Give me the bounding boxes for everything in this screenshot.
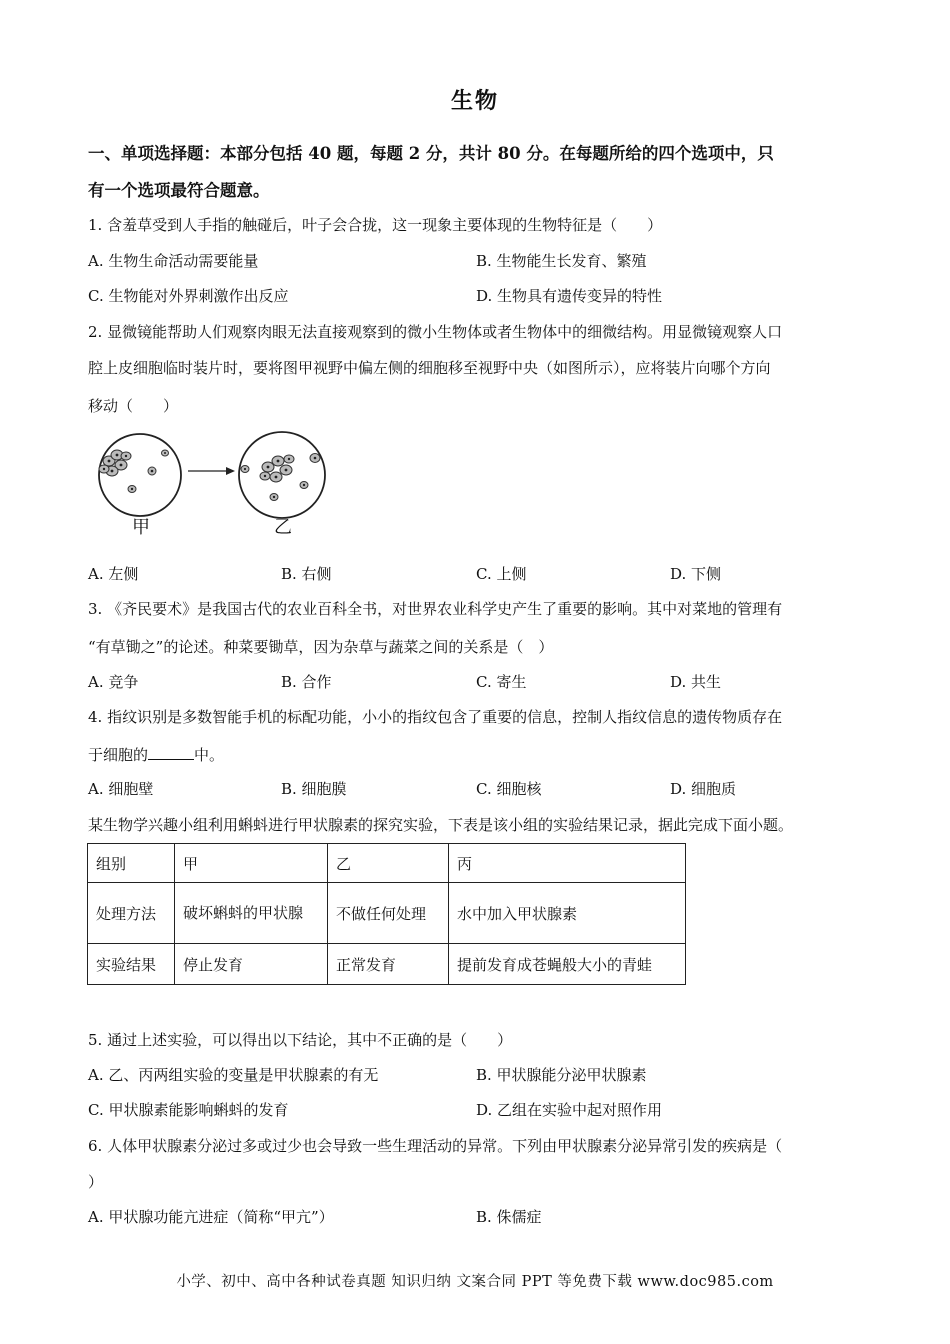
question-3-option-c: C. 寄生 bbox=[476, 673, 527, 691]
page-title: 生物 bbox=[450, 88, 499, 114]
arrow-right-icon bbox=[188, 467, 235, 475]
question-5-stem: 5. 通过上述实验，可以得出以下结论，其中不正确的是（ ） bbox=[88, 1031, 513, 1049]
table-cell: 破坏蝌蚪的甲状腺 bbox=[175, 883, 328, 944]
microscope-field-figure bbox=[90, 425, 340, 525]
table-cell: 实验结果 bbox=[88, 944, 175, 985]
table-row bbox=[88, 944, 686, 985]
table-cell: 丙 bbox=[449, 844, 686, 883]
question-2-line-2: 腔上皮细胞临时装片时，要将图甲视野中偏左侧的细胞移至视野中央（如图所示），应将装片向哪个方向 bbox=[88, 359, 771, 377]
question-3-line-1: 3. 《齐民要术》是我国古代的农业百科全书，对世界农业科学史产生了重要的影响。其中对菜地的管理有 bbox=[88, 600, 783, 618]
question-2-option-d: D. 下侧 bbox=[670, 565, 722, 583]
question-4-option-d: D. 细胞质 bbox=[670, 780, 737, 798]
fill-blank bbox=[148, 745, 194, 760]
question-3-option-d: D. 共生 bbox=[670, 673, 722, 691]
field-yi bbox=[239, 432, 325, 518]
table-cell: 甲 bbox=[175, 844, 328, 883]
figure-label-yi: 乙 bbox=[274, 517, 292, 538]
table-cell: 正常发育 bbox=[328, 944, 449, 985]
question-6-line-1: 6. 人体甲状腺素分泌过多或过少也会导致一些生理活动的异常。下列由甲状腺素分泌异常引发的疾病是（ bbox=[88, 1137, 783, 1155]
question-1-option-b: B. 生物能生长发育、繁殖 bbox=[476, 252, 647, 270]
experiment-table bbox=[87, 843, 686, 985]
section-heading-cont: 有一个选项最符合题意。 bbox=[88, 181, 270, 200]
table-cell: 停止发育 bbox=[175, 944, 328, 985]
table-cell: 处理方法 bbox=[88, 883, 175, 944]
question-5-option-d: D. 乙组在实验中起对照作用 bbox=[476, 1101, 663, 1119]
page-footer: 小学、初中、高中各种试卷真题 知识归纳 文案合同 PPT 等免费下载 www.doc985.com bbox=[176, 1274, 774, 1290]
question-2-line-3: 移动（ ） bbox=[88, 397, 179, 415]
question-6-option-b: B. 侏儒症 bbox=[476, 1208, 542, 1226]
question-1-option-a: A. 生物生命活动需要能量 bbox=[88, 252, 259, 270]
field-jia bbox=[99, 434, 181, 516]
table-cell: 乙 bbox=[328, 844, 449, 883]
question-4-line-1: 4. 指纹识别是多数智能手机的标配功能，小小的指纹包含了重要的信息，控制人指纹信息的遗传物质存在 bbox=[88, 708, 783, 726]
question-3-option-a: A. 竞争 bbox=[88, 673, 139, 691]
question-1-option-d: D. 生物具有遗传变异的特性 bbox=[476, 287, 663, 305]
question-3-line-2: “有草锄之”的论述。种菜要锄草，因为杂草与蔬菜之间的关系是（ ） bbox=[88, 638, 554, 656]
experiment-intro: 某生物学兴趣小组利用蝌蚪进行甲状腺素的探究实验，下表是该小组的实验结果记录，据此完成下面小题。 bbox=[88, 816, 794, 834]
question-4-option-b: B. 细胞膜 bbox=[281, 780, 347, 798]
question-4-option-c: C. 细胞核 bbox=[476, 780, 542, 798]
question-5-option-c: C. 甲状腺素能影响蝌蚪的发育 bbox=[88, 1101, 289, 1119]
question-4-text-post: 中。 bbox=[194, 746, 225, 764]
table-cell: 水中加入甲状腺素 bbox=[449, 883, 686, 944]
question-1-stem: 1. 含羞草受到人手指的触碰后，叶子会合拢，这一现象主要体现的生物特征是（ ） bbox=[88, 216, 663, 234]
table-cell: 提前发育成苍蝇般大小的青蛙 bbox=[449, 944, 686, 985]
question-5-option-b: B. 甲状腺能分泌甲状腺素 bbox=[476, 1066, 647, 1084]
question-2-option-c: C. 上侧 bbox=[476, 565, 527, 583]
question-6-option-a: A. 甲状腺功能亢进症（简称“甲亢”） bbox=[88, 1208, 334, 1226]
question-4-option-a: A. 细胞壁 bbox=[88, 780, 154, 798]
question-2-option-a: A. 左侧 bbox=[88, 565, 139, 583]
table-row bbox=[88, 883, 686, 944]
question-3-option-b: B. 合作 bbox=[281, 673, 332, 691]
question-2-line-1: 2. 显微镜能帮助人们观察肉眼无法直接观察到的微小生物体或者生物体中的细微结构。用显微镜观察人口 bbox=[88, 323, 783, 341]
question-5-option-a: A. 乙、丙两组实验的变量是甲状腺素的有无 bbox=[88, 1066, 379, 1084]
figure-label-jia: 甲 bbox=[132, 517, 150, 538]
table-cell: 不做任何处理 bbox=[328, 883, 449, 944]
section-heading: 一、单项选择题：本部分包括 40 题，每题 2 分，共计 80 分。在每题所给的四个选项中，只 bbox=[88, 144, 774, 163]
question-2-option-b: B. 右侧 bbox=[281, 565, 332, 583]
question-1-option-c: C. 生物能对外界刺激作出反应 bbox=[88, 287, 289, 305]
table-cell: 组别 bbox=[88, 844, 175, 883]
question-4-line-2 bbox=[88, 744, 224, 765]
question-4-text-pre: 于细胞的 bbox=[88, 746, 149, 764]
question-6-line-2: ） bbox=[88, 1173, 104, 1191]
table-row-header bbox=[88, 844, 686, 883]
